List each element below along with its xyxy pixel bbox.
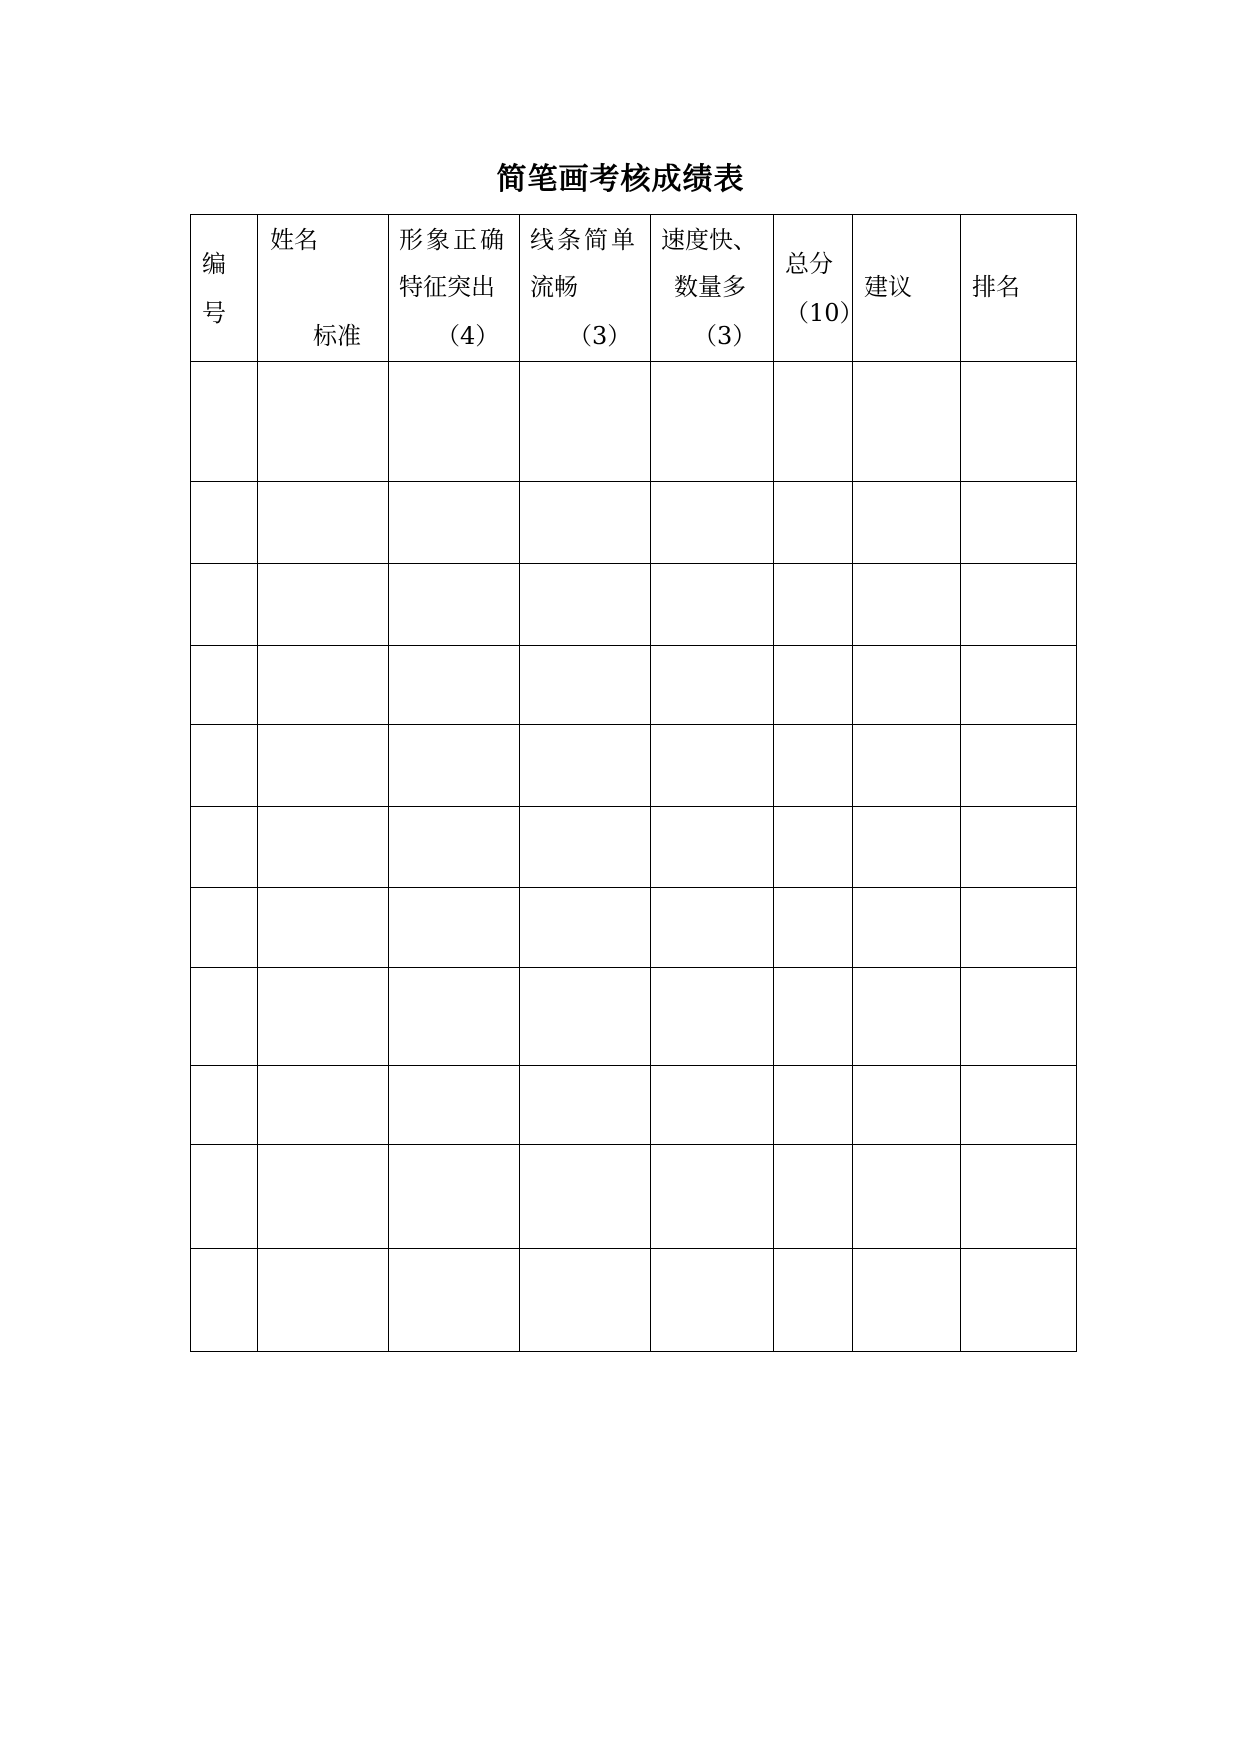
table-cell[interactable] [961,968,1077,1066]
table-cell[interactable] [651,807,774,888]
table-cell[interactable] [191,1066,258,1145]
table-cell[interactable] [651,482,774,564]
table-cell[interactable] [774,646,853,725]
table-cell[interactable] [651,1145,774,1249]
header-image-accuracy-points: （4） [436,322,500,350]
table-cell[interactable] [853,725,961,807]
table-cell[interactable] [191,564,258,646]
table-body [191,215,1077,1352]
table-cell[interactable] [520,1066,651,1145]
table-cell[interactable] [520,725,651,807]
header-total-points: （10） [785,299,864,327]
table-cell[interactable] [774,482,853,564]
table-cell[interactable] [389,807,520,888]
table-cell[interactable] [191,482,258,564]
table-cell[interactable] [774,888,853,968]
table-cell[interactable] [191,888,258,968]
table-cell[interactable] [389,564,520,646]
table-cell[interactable] [191,362,258,482]
table-cell[interactable] [258,564,389,646]
table-cell[interactable] [853,1145,961,1249]
header-cell-line-simplicity [520,215,651,362]
table-cell[interactable] [651,888,774,968]
table-row [191,362,1077,482]
table-cell[interactable] [774,968,853,1066]
header-speed-quantity-points: （3） [693,322,757,350]
table-cell[interactable] [258,1249,389,1352]
table-cell[interactable] [520,807,651,888]
header-image-accuracy-line-2: 特征突出 [399,273,495,301]
table-cell[interactable] [191,807,258,888]
header-cell-total [774,215,864,362]
table-cell[interactable] [520,1249,651,1352]
table-cell[interactable] [389,646,520,725]
table-cell[interactable] [191,646,258,725]
table-row [191,646,1077,725]
table-cell[interactable] [853,968,961,1066]
table-cell[interactable] [389,725,520,807]
table-cell[interactable] [651,1249,774,1352]
table-cell[interactable] [961,1066,1077,1145]
table-cell[interactable] [853,646,961,725]
table-cell[interactable] [853,362,961,482]
header-total-line-1: 总分 [785,250,833,278]
table-cell[interactable] [774,725,853,807]
table-row [191,888,1077,968]
header-cell-advice [853,215,961,362]
table-cell[interactable] [853,807,961,888]
header-speed-quantity-line-2: 数量多 [674,273,746,301]
table-cell[interactable] [961,1145,1077,1249]
table-cell[interactable] [774,564,853,646]
table-cell[interactable] [961,564,1077,646]
header-speed-quantity-line-1: 速度快、 [661,226,757,254]
table-row [191,1249,1077,1352]
header-line-simplicity-line-1: 线条简单 [530,226,638,254]
table-row [191,1145,1077,1249]
table-cell[interactable] [651,725,774,807]
header-row [191,215,1077,362]
table-cell[interactable] [389,968,520,1066]
table-cell[interactable] [191,1249,258,1352]
header-number-line-2: 号 [202,299,226,327]
table-cell[interactable] [651,1066,774,1145]
table-row [191,482,1077,564]
table-cell[interactable] [258,968,389,1066]
header-cell-name [258,215,389,362]
table-cell[interactable] [520,1145,651,1249]
table-cell[interactable] [774,1145,853,1249]
table-cell[interactable] [774,807,853,888]
score-table [190,214,1077,1352]
table-cell[interactable] [520,888,651,968]
table-cell[interactable] [853,1249,961,1352]
table-cell[interactable] [520,362,651,482]
page-title: 简笔画考核成绩表 [496,162,745,197]
header-ranking-label: 排名 [972,273,1020,301]
table-row [191,968,1077,1066]
table-cell[interactable] [961,482,1077,564]
table-cell[interactable] [258,807,389,888]
table-cell[interactable] [520,564,651,646]
header-cell-image-accuracy [389,215,520,362]
table-cell[interactable] [774,362,853,482]
table-cell[interactable] [389,1145,520,1249]
table-cell[interactable] [961,362,1077,482]
table-cell[interactable] [258,1145,389,1249]
table-row [191,564,1077,646]
header-line-simplicity-line-2: 流畅 [530,273,578,301]
header-number-line-1: 编 [202,250,226,278]
table-cell[interactable] [389,1066,520,1145]
table-cell[interactable] [389,1249,520,1352]
table-cell[interactable] [389,482,520,564]
table-cell[interactable] [853,1066,961,1145]
table-cell[interactable] [651,968,774,1066]
table-cell[interactable] [774,1066,853,1145]
table-cell[interactable] [961,888,1077,968]
header-cell-ranking [961,215,1077,362]
table-cell[interactable] [191,1145,258,1249]
table-row [191,725,1077,807]
table-row [191,807,1077,888]
header-image-accuracy-line-1: 形象正确 [399,226,507,254]
table-cell[interactable] [258,482,389,564]
table-cell[interactable] [258,888,389,968]
table-cell[interactable] [961,646,1077,725]
table-cell[interactable] [520,482,651,564]
table-cell[interactable] [258,362,389,482]
table-cell[interactable] [258,1066,389,1145]
table-cell[interactable] [774,1249,853,1352]
table-cell[interactable] [389,362,520,482]
table-cell[interactable] [191,968,258,1066]
header-line-simplicity-points: （3） [568,322,632,350]
header-name-label: 姓名 [270,226,318,254]
table-row [191,1066,1077,1145]
table-cell[interactable] [389,888,520,968]
table-cell[interactable] [651,362,774,482]
table-cell[interactable] [258,725,389,807]
table-cell[interactable] [961,725,1077,807]
header-standard-label: 标准 [313,322,361,350]
table-cell[interactable] [961,1249,1077,1352]
table-cell[interactable] [191,725,258,807]
table-cell[interactable] [520,646,651,725]
table-cell[interactable] [853,564,961,646]
header-cell-number [191,215,258,362]
table-cell[interactable] [853,888,961,968]
table-cell[interactable] [520,968,651,1066]
table-cell[interactable] [853,482,961,564]
table-cell[interactable] [961,807,1077,888]
table-cell[interactable] [651,564,774,646]
header-advice-label: 建议 [864,273,912,301]
table-cell[interactable] [258,646,389,725]
table-cell[interactable] [651,646,774,725]
header-cell-speed-quantity [651,215,774,362]
